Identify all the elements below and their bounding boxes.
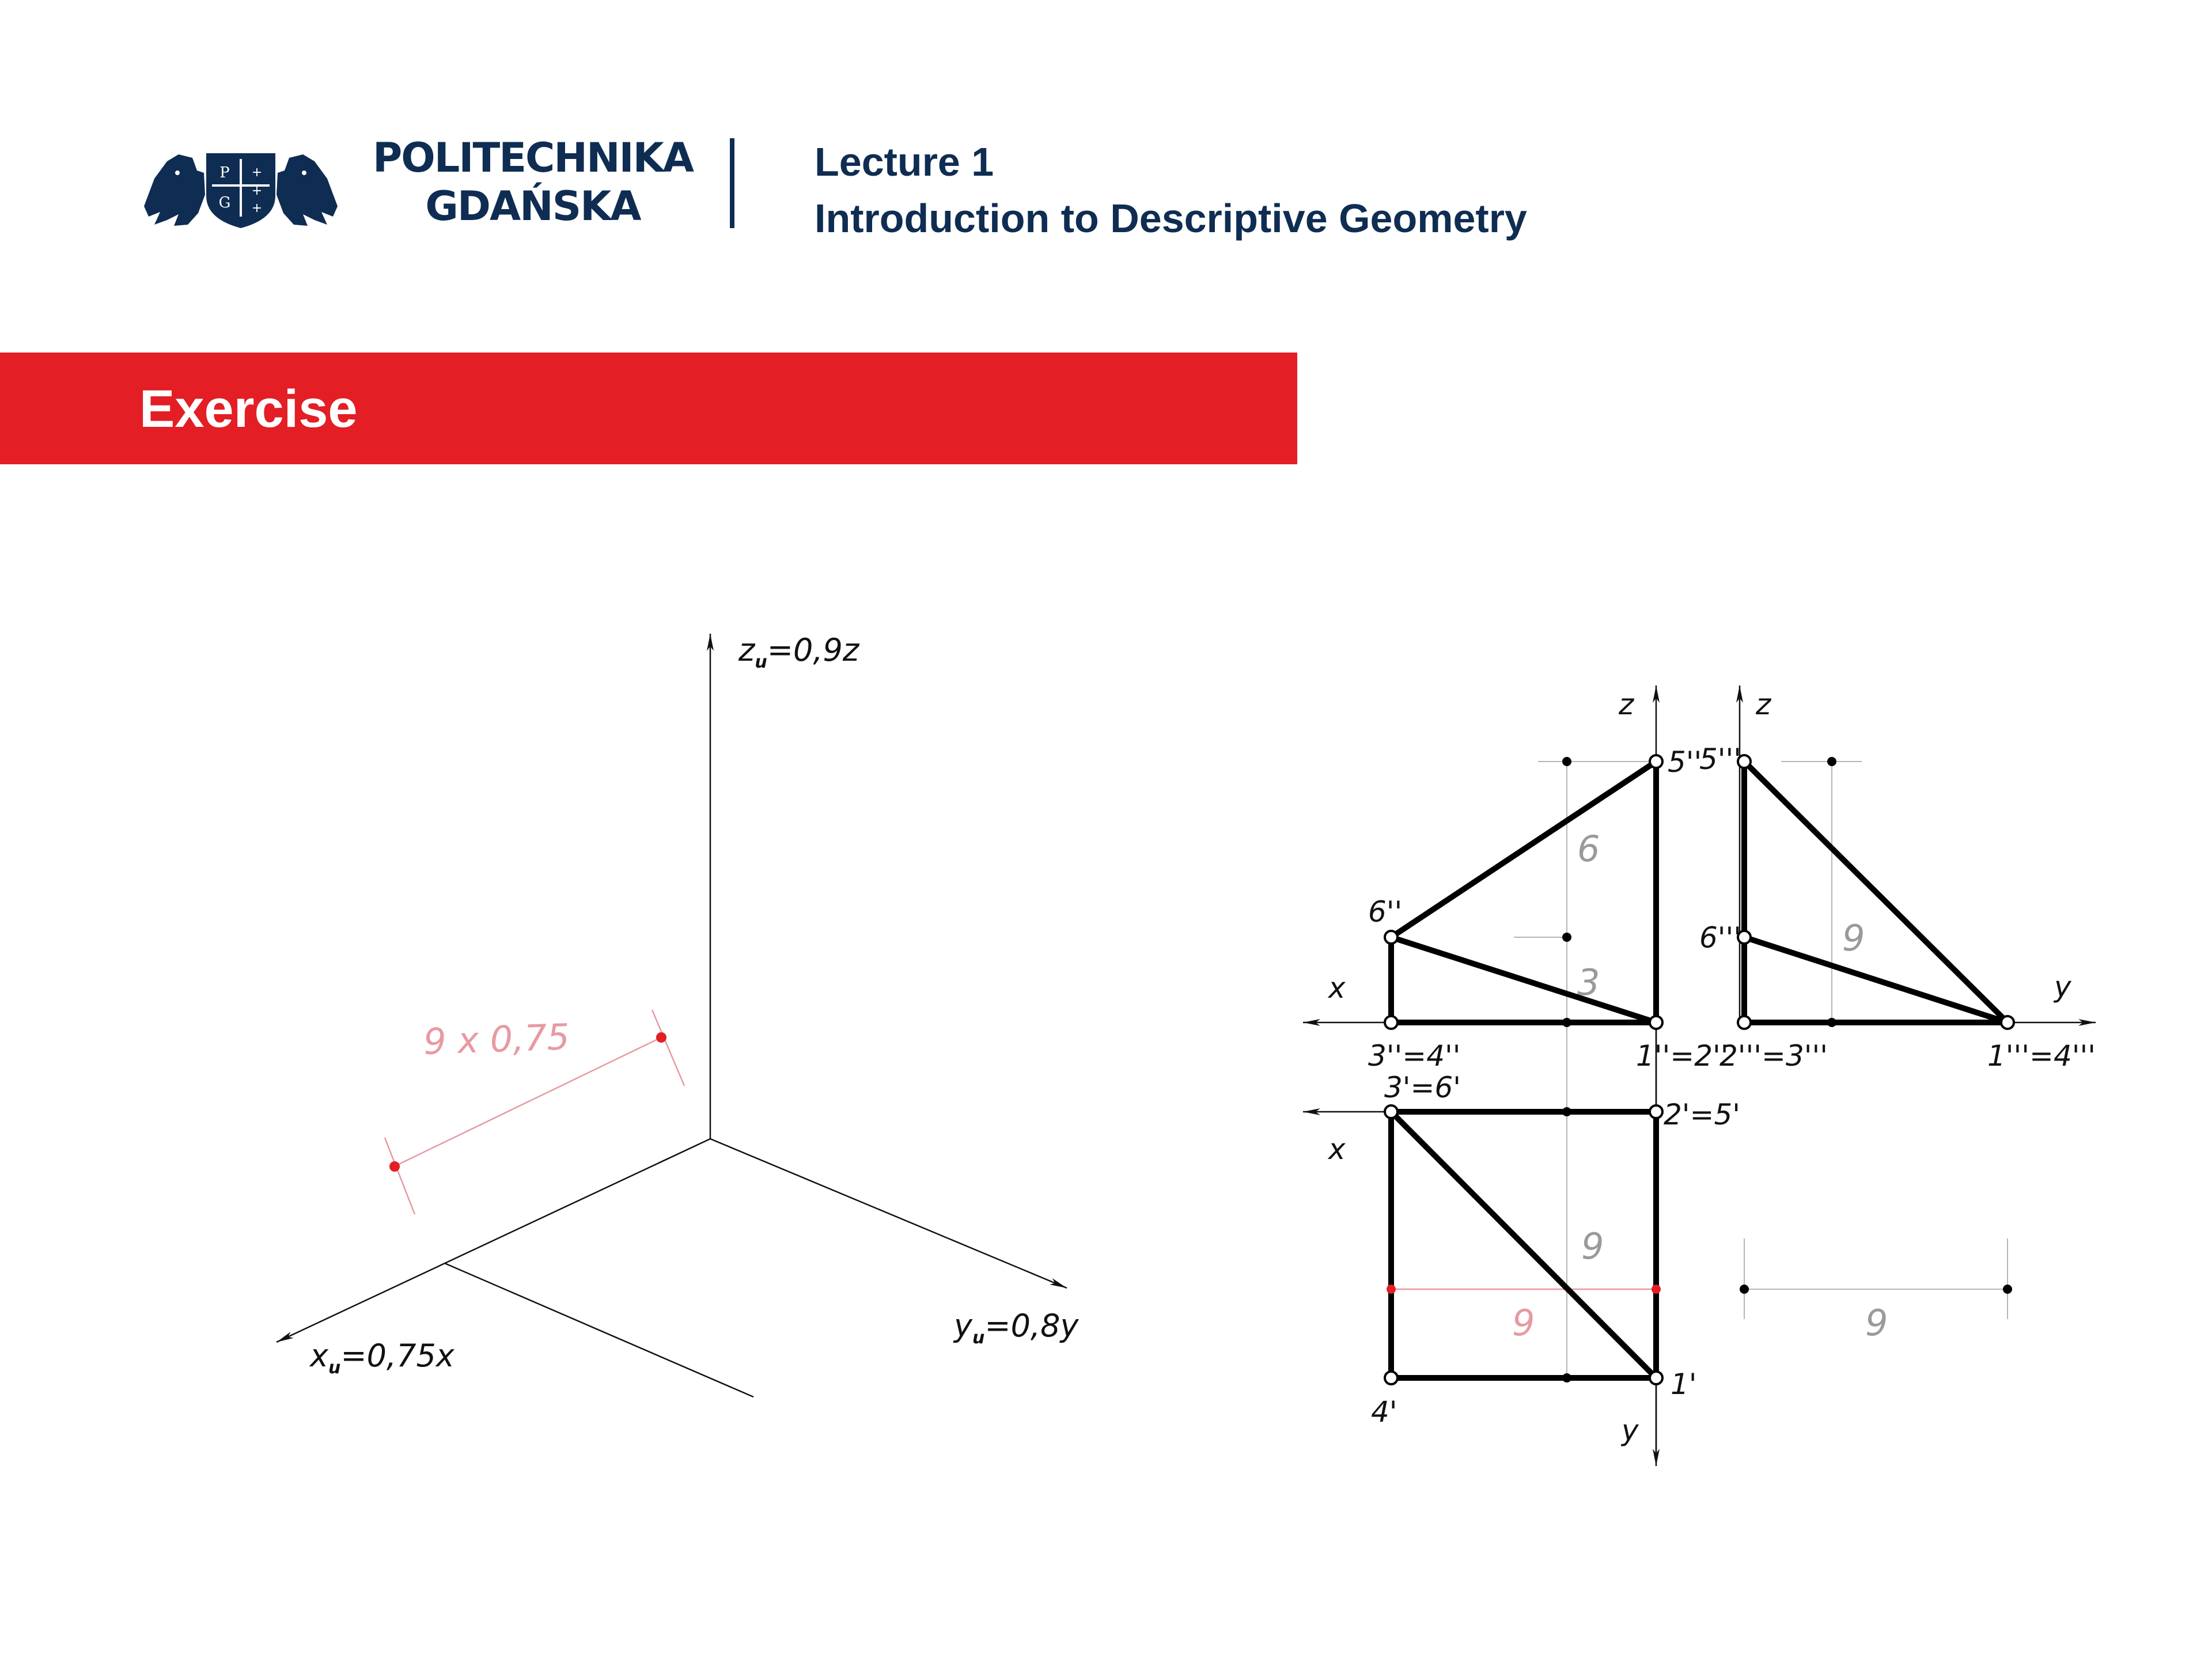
axo-point [389, 1161, 400, 1172]
axonometric-view [276, 632, 1079, 1397]
label-x-top: x [1328, 1132, 1346, 1166]
axo-construction-line [445, 1263, 753, 1397]
logo-letter-p: P [219, 164, 230, 181]
axo-x-label: $x_u=0,75x$ [310, 1338, 454, 1378]
label-y-side: y [2054, 970, 2071, 1003]
logo-letter-g: G [218, 194, 231, 211]
label-5-side: 5''' [1699, 743, 1742, 776]
dimension-front-upper: 6 [1577, 828, 1600, 870]
axo-dimension-tick [385, 1138, 415, 1214]
orthographic-views [1303, 685, 2096, 1466]
vertex-34-front [1385, 1016, 1397, 1029]
label-36-top: 3'=6' [1384, 1071, 1461, 1104]
label-34-front: 3''=4'' [1368, 1039, 1461, 1073]
label-4-top: 4' [1371, 1395, 1397, 1429]
label-1-top: 1' [1671, 1368, 1697, 1401]
label-12-front: 1''=2'' [1636, 1039, 1729, 1073]
label-25-top: 2'=5' [1664, 1098, 1741, 1131]
vertex-14-side [2001, 1016, 2014, 1029]
label-6-front: 6'' [1368, 895, 1403, 929]
lecture-number: Lecture 1 [815, 139, 994, 184]
label-6-side: 6''' [1699, 921, 1742, 955]
dimension-top-horizontal: 9 [1512, 1302, 1535, 1344]
axo-dimension-tick [652, 1010, 684, 1086]
vertex-23-side [1738, 1016, 1751, 1029]
svg-text:+: + [251, 184, 263, 198]
vertex-36-top [1385, 1105, 1397, 1118]
label-y-top: y [1622, 1414, 1639, 1447]
university-name-line2: GDAŃSKA [425, 183, 641, 230]
vertex-6-front [1385, 931, 1397, 944]
axo-dimension-label: 9 x 0,75 [422, 1016, 570, 1063]
vertex-5-front [1650, 755, 1662, 768]
vertex-12-front [1650, 1016, 1662, 1029]
axo-y-label: $y_u=0,8y$ [954, 1308, 1079, 1348]
side-view-figure [1744, 762, 2008, 1022]
section-title: Exercise [139, 380, 358, 438]
axo-z-label: $z_u=0,9z$ [738, 632, 859, 672]
label-14-side: 1'''=4''' [1987, 1039, 2096, 1073]
vertex-25-top [1650, 1105, 1662, 1118]
axo-y-axis [710, 1139, 1067, 1288]
label-z-side: z [1756, 688, 1771, 721]
axo-point [656, 1032, 666, 1043]
label-23-side: 2'''=3''' [1719, 1039, 1828, 1073]
university-name-line1: POLITECHNIKA [372, 134, 694, 181]
front-view-figure [1391, 762, 1656, 1022]
label-5-front: 5'' [1668, 745, 1702, 779]
dimension-scale-bar: 9 [1865, 1302, 1888, 1344]
lecture-title: Introduction to Descriptive Geometry [815, 196, 1527, 241]
label-x-front: x [1328, 971, 1346, 1005]
svg-text:+: + [251, 165, 263, 180]
label-z-front: z [1619, 688, 1634, 721]
dimension-front-lower: 3 [1577, 961, 1600, 1003]
vertex-4-top [1385, 1372, 1397, 1384]
axo-x-axis [276, 1139, 710, 1342]
dimension-side-height: 9 [1842, 917, 1865, 959]
dimension-top-vertical: 9 [1581, 1225, 1604, 1267]
svg-text:+: + [251, 201, 263, 215]
vertex-1-top [1650, 1372, 1662, 1384]
